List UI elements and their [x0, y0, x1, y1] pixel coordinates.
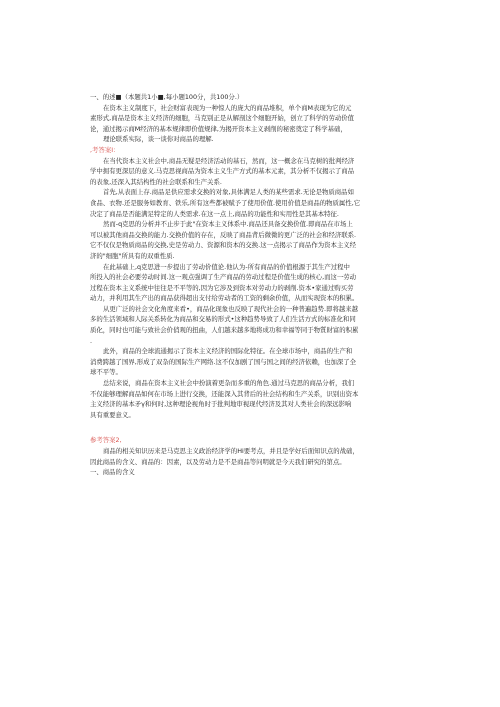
answer-line: 因此商品的含义、商品的：因素，以及劳动力是不是商品等问明就是今天我们研究的第点。 [90, 457, 346, 466]
answer-line: 济的"细胞"所具有的双重性质. [90, 251, 175, 260]
answer-line: 在当代资本主义社会中,商品无疑是经济活动的基石，然而，这一概念在马克树的批判经济 [103, 156, 355, 165]
answer-line: 不仅能够理解商品如何在市场上进行交换，还能深入其背后的社会结构和生产关系，识别出资本 [90, 389, 359, 398]
intro-line: 论，通过揭示商M经济的基本规律即价值规律,为揭开资本主义剥削的秘密奠定了科学基础， [90, 124, 347, 133]
intro-line: 素形式,商品是资本主义经济的细胞，马克别正是从解剖这个细胞开始，创立了科学的劳动价值 [90, 114, 355, 123]
answer-line: 可以被其他商品交换的能力.交换价值的存在，反映了商品背后微微的更广泛的社会和经济联系. [90, 230, 357, 239]
answer-line: 然而-q克思的分析并不止步于此"在资本主义体系中.商品还具备交换价值.即商品在市场上 [103, 220, 353, 229]
answer-paragraph [90, 187, 432, 219]
section-spacer [90, 420, 432, 435]
answer-line: 首先,从表面上存.商品足供应需求交换的对象,具体满足人类的某些需求.无论是物质商品如 [103, 188, 354, 197]
document-body [90, 92, 432, 478]
answer-label-1: ,考答案I： [90, 145, 120, 154]
answer-line: 的表象,还深入其结构性的社会联系和生产关系. [90, 177, 222, 186]
answer-line: 动力，并利用其生产出的商品获得超出支付给劳动者的工资的剩余价值，从而实现资本的积累。 [90, 294, 359, 303]
answer-line: 所投入的社会必要劳动时间.这一观点强调了生产商品的劳动过程是价值生成的核心,而这一劳动 [90, 273, 357, 282]
answer-line: 消费跨越了国界,形成了双杂的国际生产网络.这不仅加剧了国与国之间的经济依赖，也加深了全 [90, 357, 357, 366]
subheading: 一、商品的含义 [90, 468, 135, 477]
answer-line: 它不仅仅是物质商品的交换,史是劳动力、资源和资本的交换.这一点揭示了商品作为资本主义经 [90, 241, 357, 250]
answer-line: 球不平等。 [90, 368, 122, 377]
answer-paragraph [90, 378, 432, 420]
answer-paragraph [90, 446, 432, 467]
answer-paragraph [90, 219, 432, 261]
answer-line: 总结来说，商品在资本主义社会中扮演着更杂而多重的角色.通过马克思的商品分析，我们 [103, 379, 355, 388]
answer-line: 商品的相关知识历来是马克思主义政治经济学的Hi要考点，并且是学好后面知识点的战础， [103, 447, 359, 455]
answer-paragraph [90, 156, 432, 188]
answer-line: 学中拥有更深层的意义.马克思视商品为资本主义生产方式的基本元素，其分析不仅揭示了商品 [90, 167, 355, 176]
answer-line: 决定了商品是否能满足特定的人类需求.在这一点上,商品的功能性和实用性是其基本特征. [90, 209, 339, 218]
answer-paragraph [90, 304, 432, 346]
answer-line: 主义经济的基本矛γ和何时,这种理论视角时于批判地审视现代经济及其对人类社会的深远影响 [90, 400, 352, 409]
answer-label-2: 参考答案2, [90, 436, 122, 445]
answer-paragraph [90, 346, 432, 378]
answer-line: . [90, 336, 93, 345]
answer-line: 从更广泛的社会文化角度来看•，商品化现象也反映了现代社会的一种普遍趋势.即将越来越 [103, 304, 359, 313]
answer-line: 具有重要意义。 [90, 410, 135, 419]
section-heading: 一、的述■（本题共1小■,每小题100分，共100分.） [90, 93, 244, 101]
question-intro [90, 103, 432, 145]
answer-line: 过程在资本主义系统中往往是不平等的,因为它涉及到资本对劳动力的剥削.资本•家通过购买劳 [90, 283, 354, 292]
answer-line: 食品、衣物.还是服务如教育、铁乐,所有这些都被赋予了使用价值.使用价值是商品的物质属性,它 [90, 198, 361, 207]
intro-line: 理论联系实际，谈一谈你对商品的理解. [103, 135, 214, 144]
answer-paragraph [90, 262, 432, 304]
answer-line: 质化，同时也可能与致社会价俏观的扭曲，人们越来越多地将成功和幸福等同于物質財富的积累 [90, 326, 359, 335]
answer-line: 此外，商品的全球流通揭示了资本主义经济的国际化特征。在全球市场中，商品的生产和 [103, 347, 353, 356]
answer-line: 多的生活领域和人际关系转化为商品和交易的形式•这种趋势导致了人们生活方式的标准化和同 [90, 315, 356, 324]
intro-line: 在资本主义制度下，社会财富表现为一种惊人的庞大的商品堆积，单个商M表现为它的元 [103, 103, 352, 112]
answer-line: 在此基础上,q克思进一步提出了劳动价值论.他认为-所有商品的价值根源于其生产过程中 [103, 262, 350, 271]
